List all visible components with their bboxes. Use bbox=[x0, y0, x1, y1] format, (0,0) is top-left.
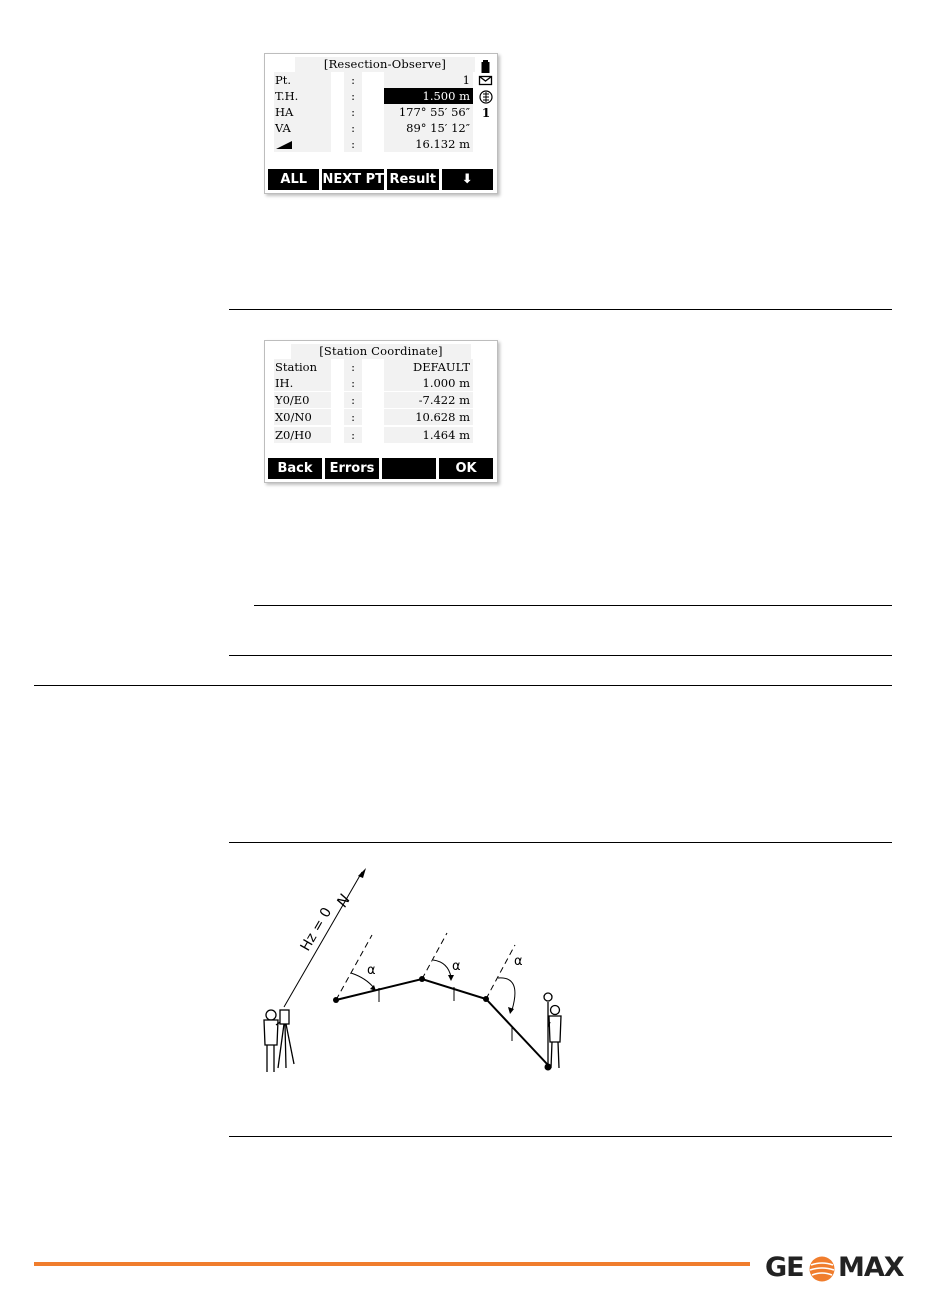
horizontal-angle-value: 177° 55′ 56″ bbox=[384, 104, 473, 120]
divider bbox=[229, 309, 892, 310]
slope-distance-icon bbox=[274, 136, 331, 152]
traverse-diagram bbox=[250, 860, 580, 1085]
horizontal-angle-row bbox=[274, 104, 473, 120]
resection-observe-screen bbox=[264, 53, 498, 194]
rod-person-with-prism-icon bbox=[544, 993, 561, 1068]
height-value: 1.464 m bbox=[384, 427, 473, 443]
northing-row bbox=[274, 409, 473, 425]
arrow-down-icon: ⬇ bbox=[461, 172, 473, 187]
back-button[interactable]: Back bbox=[268, 458, 322, 479]
horizontal-angle-colon: : bbox=[344, 104, 362, 120]
point-label: Pt. bbox=[274, 72, 331, 88]
globe-logo-icon bbox=[808, 1255, 836, 1283]
target-height-field[interactable]: 1.500 m bbox=[384, 88, 473, 104]
result-button[interactable]: Result bbox=[387, 169, 438, 190]
target-height-label: T.H. bbox=[274, 88, 331, 104]
softkey-bar bbox=[268, 169, 493, 190]
vertical-angle-row bbox=[274, 120, 473, 136]
station-coordinate-screen bbox=[264, 340, 498, 483]
message-icon bbox=[478, 75, 494, 87]
angle-label: α bbox=[367, 963, 376, 978]
softkey-bar bbox=[268, 458, 493, 479]
north-reference-line bbox=[486, 945, 515, 999]
divider bbox=[229, 1136, 892, 1137]
slope-distance-row bbox=[274, 136, 473, 152]
target-height-row[interactable] bbox=[274, 88, 473, 104]
ok-button[interactable]: OK bbox=[439, 458, 493, 479]
divider bbox=[254, 605, 892, 606]
northing-colon: : bbox=[344, 409, 362, 425]
instrument-height-colon: : bbox=[344, 375, 362, 391]
horizontal-angle-label: HA bbox=[274, 104, 331, 120]
logo-text-right: MAX bbox=[838, 1252, 904, 1283]
easting-row bbox=[274, 392, 473, 408]
arc-arrowhead bbox=[448, 975, 454, 981]
hz-zero-label: Hz = 0 bbox=[297, 904, 336, 954]
traverse-line bbox=[336, 979, 548, 1065]
all-button[interactable]: ALL bbox=[268, 169, 319, 190]
vertical-angle-colon: : bbox=[344, 120, 362, 136]
height-row bbox=[274, 427, 473, 443]
north-label: N bbox=[332, 891, 355, 910]
northing-label: X0/N0 bbox=[274, 409, 331, 425]
station-value: DEFAULT bbox=[384, 359, 473, 375]
footer-accent-bar bbox=[34, 1262, 750, 1266]
errors-button[interactable]: Errors bbox=[325, 458, 379, 479]
angle-arc bbox=[498, 978, 515, 1010]
slope-distance-value: 16.132 m bbox=[384, 136, 473, 152]
compensator-icon bbox=[478, 89, 494, 105]
divider bbox=[229, 655, 892, 656]
arc-arrowhead bbox=[508, 1007, 514, 1014]
angle-label: α bbox=[514, 954, 523, 969]
battery-icon bbox=[478, 60, 494, 74]
station-label: Station bbox=[274, 359, 331, 375]
instrument-height-value: 1.000 m bbox=[384, 375, 473, 391]
easting-colon: : bbox=[344, 392, 362, 408]
instrument-height-label: IH. bbox=[274, 375, 331, 391]
empty-softkey[interactable] bbox=[382, 458, 436, 479]
angle-arc bbox=[433, 960, 451, 977]
station-row bbox=[274, 359, 473, 375]
northing-value: 10.628 m bbox=[384, 409, 473, 425]
easting-value: -7.422 m bbox=[384, 392, 473, 408]
point-value[interactable]: 1 bbox=[384, 72, 473, 88]
instrument-height-row bbox=[274, 375, 473, 391]
slope-distance-colon: : bbox=[344, 136, 362, 152]
hz-zero-direction-line bbox=[284, 872, 362, 1007]
station-colon: : bbox=[344, 359, 362, 375]
next-point-button[interactable]: NEXT PT bbox=[322, 169, 384, 190]
divider bbox=[229, 842, 892, 843]
logo-text-left: GE bbox=[765, 1252, 804, 1283]
page-number: 1 bbox=[481, 106, 491, 120]
angle-label: α bbox=[452, 959, 461, 974]
page-down-button[interactable] bbox=[442, 169, 493, 190]
target-height-colon: : bbox=[344, 88, 362, 104]
status-icons bbox=[478, 60, 494, 120]
point-colon: : bbox=[344, 72, 362, 88]
point-row[interactable] bbox=[274, 72, 473, 88]
surveyor-with-total-station-icon bbox=[264, 1010, 294, 1072]
easting-label: Y0/E0 bbox=[274, 392, 331, 408]
screen-title: [Station Coordinate] bbox=[291, 344, 471, 359]
vertical-angle-value: 89° 15′ 12″ bbox=[384, 120, 473, 136]
screen-title: [Resection-Observe] bbox=[295, 57, 475, 72]
height-colon: : bbox=[344, 427, 362, 443]
vertical-angle-label: VA bbox=[274, 120, 331, 136]
section-divider bbox=[34, 685, 892, 686]
height-label: Z0/H0 bbox=[274, 427, 331, 443]
north-reference-line bbox=[422, 933, 447, 979]
